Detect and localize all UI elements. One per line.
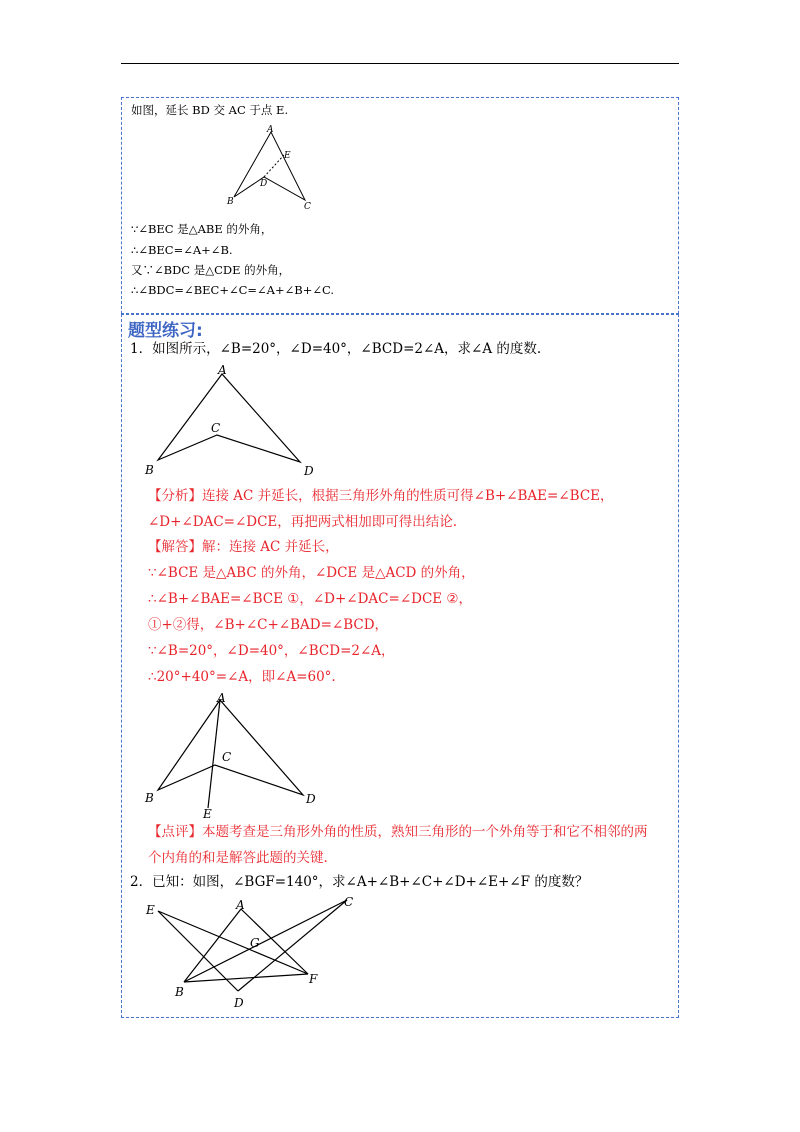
answer-line-4: ①+②得，∠B+∠C+∠BAD=∠BCD， — [148, 617, 389, 633]
answer-line-2: ∵∠BCE 是△ABC 的外角，∠DCE 是△ACD 的外角， — [148, 565, 475, 581]
q2-label-b: B — [175, 985, 184, 999]
q2-figure — [140, 895, 370, 1015]
section-heading: 题型练习: — [128, 321, 203, 341]
proof-figure-dashed-line — [264, 155, 284, 177]
q2-label-f: F — [309, 972, 318, 986]
q1-solution-outline — [158, 700, 303, 795]
proof-line-1: ∵∠BEC 是△ABE 的外角， — [131, 222, 273, 236]
proof-label-b: B — [227, 197, 234, 207]
proof-line-3: 又∵∠BDC 是△CDE 的外角， — [131, 263, 291, 277]
q2-label-c: C — [344, 895, 354, 909]
q2-label-a: A — [236, 898, 245, 912]
q2-label-e: E — [146, 903, 155, 917]
comment-line-1: 【点评】本题考查是三角形外角的性质，熟知三角形的一个外角等于和它不相邻的两 — [148, 824, 648, 840]
proof-line-4: ∴∠BDC=∠BEC+∠C=∠A+∠B+∠C. — [131, 283, 335, 297]
q1-sol-label-c: C — [222, 750, 232, 764]
q1-sol-label-e: E — [203, 807, 212, 821]
proof-label-d: D — [260, 179, 268, 189]
q2-label-g: G — [250, 936, 260, 950]
q1-solution-figure — [140, 690, 330, 820]
answer-line-5: ∵∠B=20°，∠D=40°，∠BCD=2∠A， — [148, 643, 395, 659]
q1-figure-outline — [158, 374, 300, 462]
comment-line-2: 个内角的和是解答此题的关键. — [148, 850, 328, 866]
q1-sol-label-a: A — [217, 691, 226, 705]
header-rule — [121, 63, 679, 64]
q1-label-a: A — [218, 363, 227, 377]
proof-figure — [224, 122, 334, 214]
proof-label-a: A — [267, 125, 274, 135]
q1-sol-label-b: B — [145, 791, 154, 805]
answer-line-6: ∴20°+40°=∠A，即∠A=60°. — [148, 669, 336, 685]
proof-label-e: E — [284, 151, 291, 161]
q1-solution-extension — [208, 700, 220, 808]
proof-line-2: ∴∠BEC=∠A+∠B. — [131, 243, 233, 257]
proof-label-c: C — [304, 202, 311, 212]
question-1: 1．如图所示，∠B=20°，∠D=40°，∠BCD=2∠A，求∠A 的度数. — [130, 341, 542, 357]
q1-label-b: B — [145, 463, 154, 477]
q2-line-cb — [184, 900, 347, 982]
q1-label-c: C — [211, 421, 221, 435]
q1-figure — [140, 362, 330, 482]
q2-line-ef — [158, 911, 308, 974]
analysis-line-2: ∠D+∠DAC=∠DCE，再把两式相加即可得出结论. — [148, 514, 458, 530]
q2-label-d: D — [234, 996, 244, 1010]
question-2: 2．已知：如图，∠BGF=140°，求∠A+∠B+∠C+∠D+∠E+∠F 的度数？ — [130, 874, 589, 890]
answer-line-3: ∴∠B+∠BAE=∠BCE ①，∠D+∠DAC=∠DCE ②， — [148, 591, 473, 607]
q1-label-d: D — [304, 464, 314, 478]
answer-line-1: 【解答】解：连接 AC 并延长， — [148, 539, 339, 555]
proof-figure-outline — [234, 132, 305, 200]
q2-line-bf — [184, 974, 308, 982]
proof-intro: 如图，延长 BD 交 AC 于点 E. — [131, 103, 289, 117]
analysis-line-1: 【分析】连接 AC 并延长，根据三角形外角的性质可得∠B+∠BAE=∠BCE， — [148, 488, 614, 504]
q1-sol-label-d: D — [306, 792, 316, 806]
